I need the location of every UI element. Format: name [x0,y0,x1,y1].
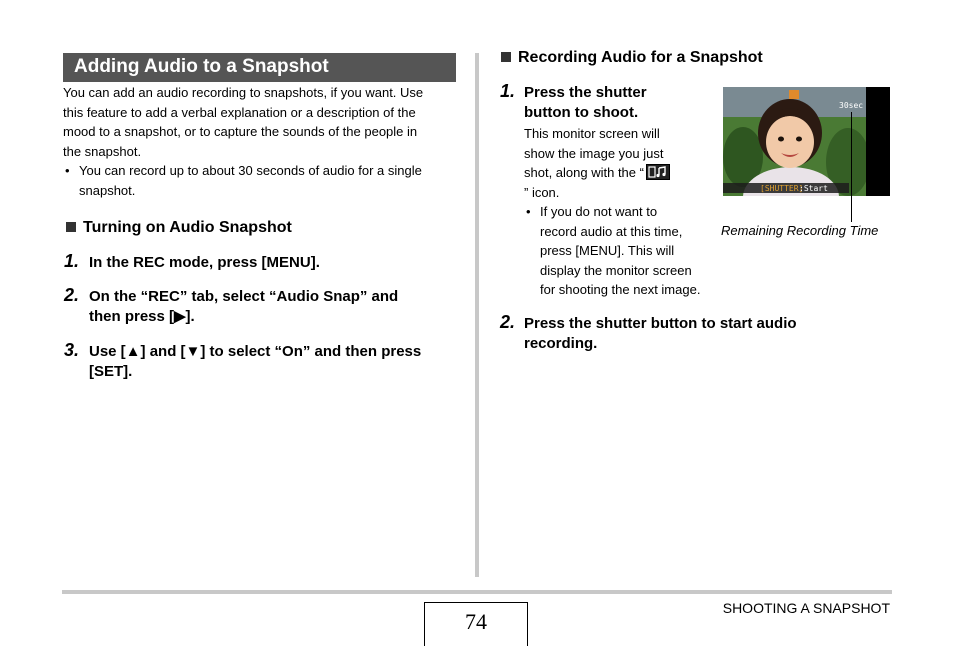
subheading-text: Recording Audio for a Snapshot [518,49,763,66]
step-line: Press the shutter [524,84,647,101]
square-bullet-icon [66,222,76,232]
subheading-turning-on [66,219,292,237]
right-step-2-text [524,314,797,354]
bullet-line: If you do not want to [540,204,658,219]
desc-text: shot, along with the “ [524,165,644,180]
step-line: recording. [524,335,598,352]
step-line: then press [▶]. [89,308,195,325]
step-line: [SET]. [89,363,133,380]
bullet-line: press [MENU]. This will [540,243,675,258]
right-step-1-desc [524,124,672,202]
bullet-line: display the monitor screen [540,262,692,278]
start-label: :Start [799,184,828,193]
step-2-text [89,287,398,327]
bullet-dot: • [526,204,531,219]
intro-line: mood to a snapshot, or to capture the sounds of the people in [63,124,418,139]
intro-note [63,161,463,200]
right-step-1-bullet [524,202,724,300]
step-number: 1. [500,81,516,101]
step-line: In the REC mode, press [MENU]. [89,254,320,271]
callout-leader-line [851,112,852,222]
remaining-time-readout: 30sec [839,101,864,110]
step-1-text [89,253,320,273]
step-number: 2. [500,312,516,332]
desc-line-with-icon [524,163,672,183]
right-step-1 [500,81,515,102]
section-title: Adding Audio to a Snapshot [74,56,329,77]
intro-line: You can add an audio recording to snapshots, if you want. Use [63,85,424,100]
bullet-line: record audio at this time, [540,223,683,239]
page-number: 74 [465,609,487,634]
step-1 [64,251,79,272]
step-number: 2. [64,285,80,305]
step-line: On the “REC” tab, select “Audio Snap” and [89,288,399,305]
subheading-text: Turning on Audio Snapshot [83,219,292,236]
step-number: 3. [64,340,80,360]
bullet-line: for shooting the next image. [540,282,701,297]
page-number-box [424,602,528,646]
note-line: snapshot. [79,182,136,198]
desc-line: ” icon. [524,184,560,200]
footer-section-label: SHOOTING A SNAPSHOT [722,600,890,616]
desc-line: This monitor screen will [524,126,660,141]
audio-snap-icon [646,164,670,180]
right-step-1-text [524,83,647,123]
column-divider [475,53,479,577]
step-3 [64,340,79,361]
step-line: Use [▲] and [▼] to select “On” and then press [89,343,422,360]
step-number: 1. [64,251,80,271]
desc-line: show the image you just [524,145,664,161]
section-title-banner [63,53,456,82]
intro-line: this feature to add a verbal explanation or a description of the [63,104,416,120]
bullet-dot: • [65,163,70,178]
step-line: Press the shutter button to start audio [524,315,797,332]
note-line: You can record up to about 30 seconds of audio for a single [79,163,422,178]
monitor-photo-illustration [723,87,890,196]
subheading-recording [501,49,763,67]
footer-rule [62,590,892,594]
intro-line: the snapshot. [63,143,142,159]
camera-monitor-image [723,87,890,196]
right-step-2 [500,312,515,333]
step-2 [64,285,79,306]
step-3-text [89,342,421,382]
square-bullet-icon [501,52,511,62]
step-line: button to shoot. [524,104,639,121]
shutter-label: [SHUTTER] [760,184,804,193]
intro-paragraph [63,83,423,161]
figure-caption: Remaining Recording Time [721,223,879,238]
